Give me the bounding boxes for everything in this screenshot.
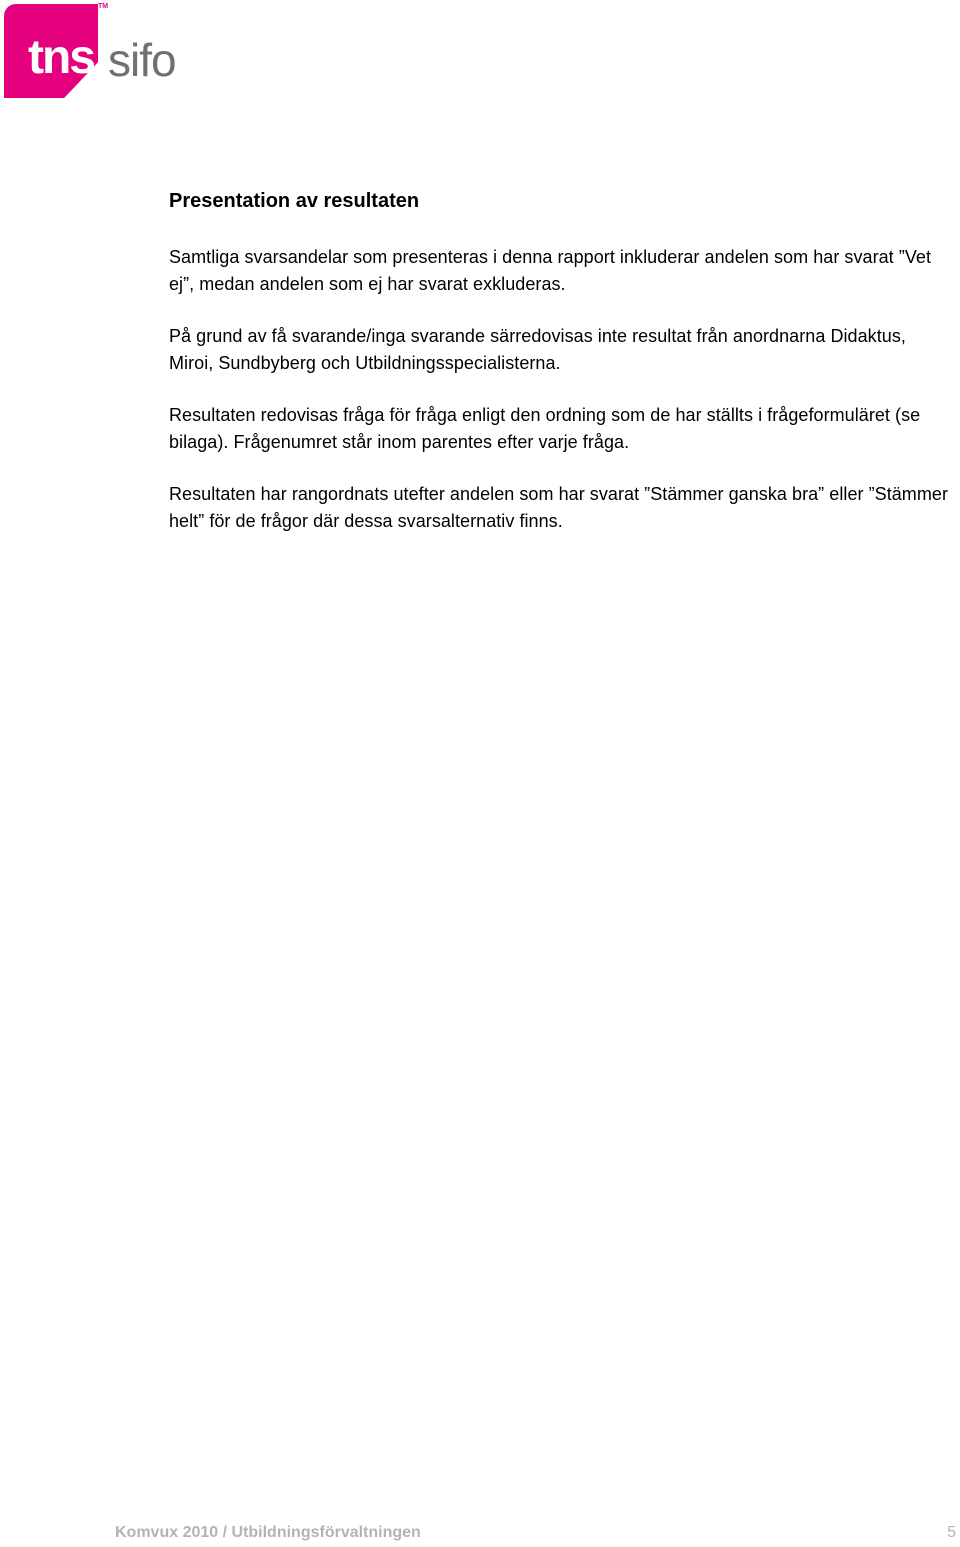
paragraph-3: Resultaten redovisas fråga för fråga enligt den ordning som de har ställts i frågeformuläret (se bilaga). Frågenumret står inom parentes efter varje fråga. [169, 405, 921, 452]
page-number: 5 [947, 1524, 956, 1541]
logo-text-tns: tns [28, 31, 94, 84]
paragraph-1: Samtliga svarsandelar som presenteras i denna rapport inkluderar andelen som har svarat ”Vet ej”, medan andelen som ej har svarat exkluderas. [169, 247, 931, 294]
paragraph-4: Resultaten har rangordnats utefter andelen som har svarat ”Stämmer ganska bra” eller ”Stämmer helt” för de frågor där dessa svarsalternativ finns. [169, 484, 949, 531]
page-title: Presentation av resultaten [169, 190, 420, 212]
paragraph-2: På grund av få svarande/inga svarande särredovisas inte resultat från anordnarna Didaktus, Miroi, Sundbyberg och Utbildningsspecialisterna. [169, 326, 906, 373]
logo-text-sifo: sifo [108, 34, 176, 86]
footer-text: Komvux 2010 / Utbildningsförvaltningen [115, 1524, 421, 1541]
document-content [169, 186, 954, 560]
logo-trademark: TM [98, 3, 109, 10]
tns-sifo-logo [4, 4, 204, 102]
